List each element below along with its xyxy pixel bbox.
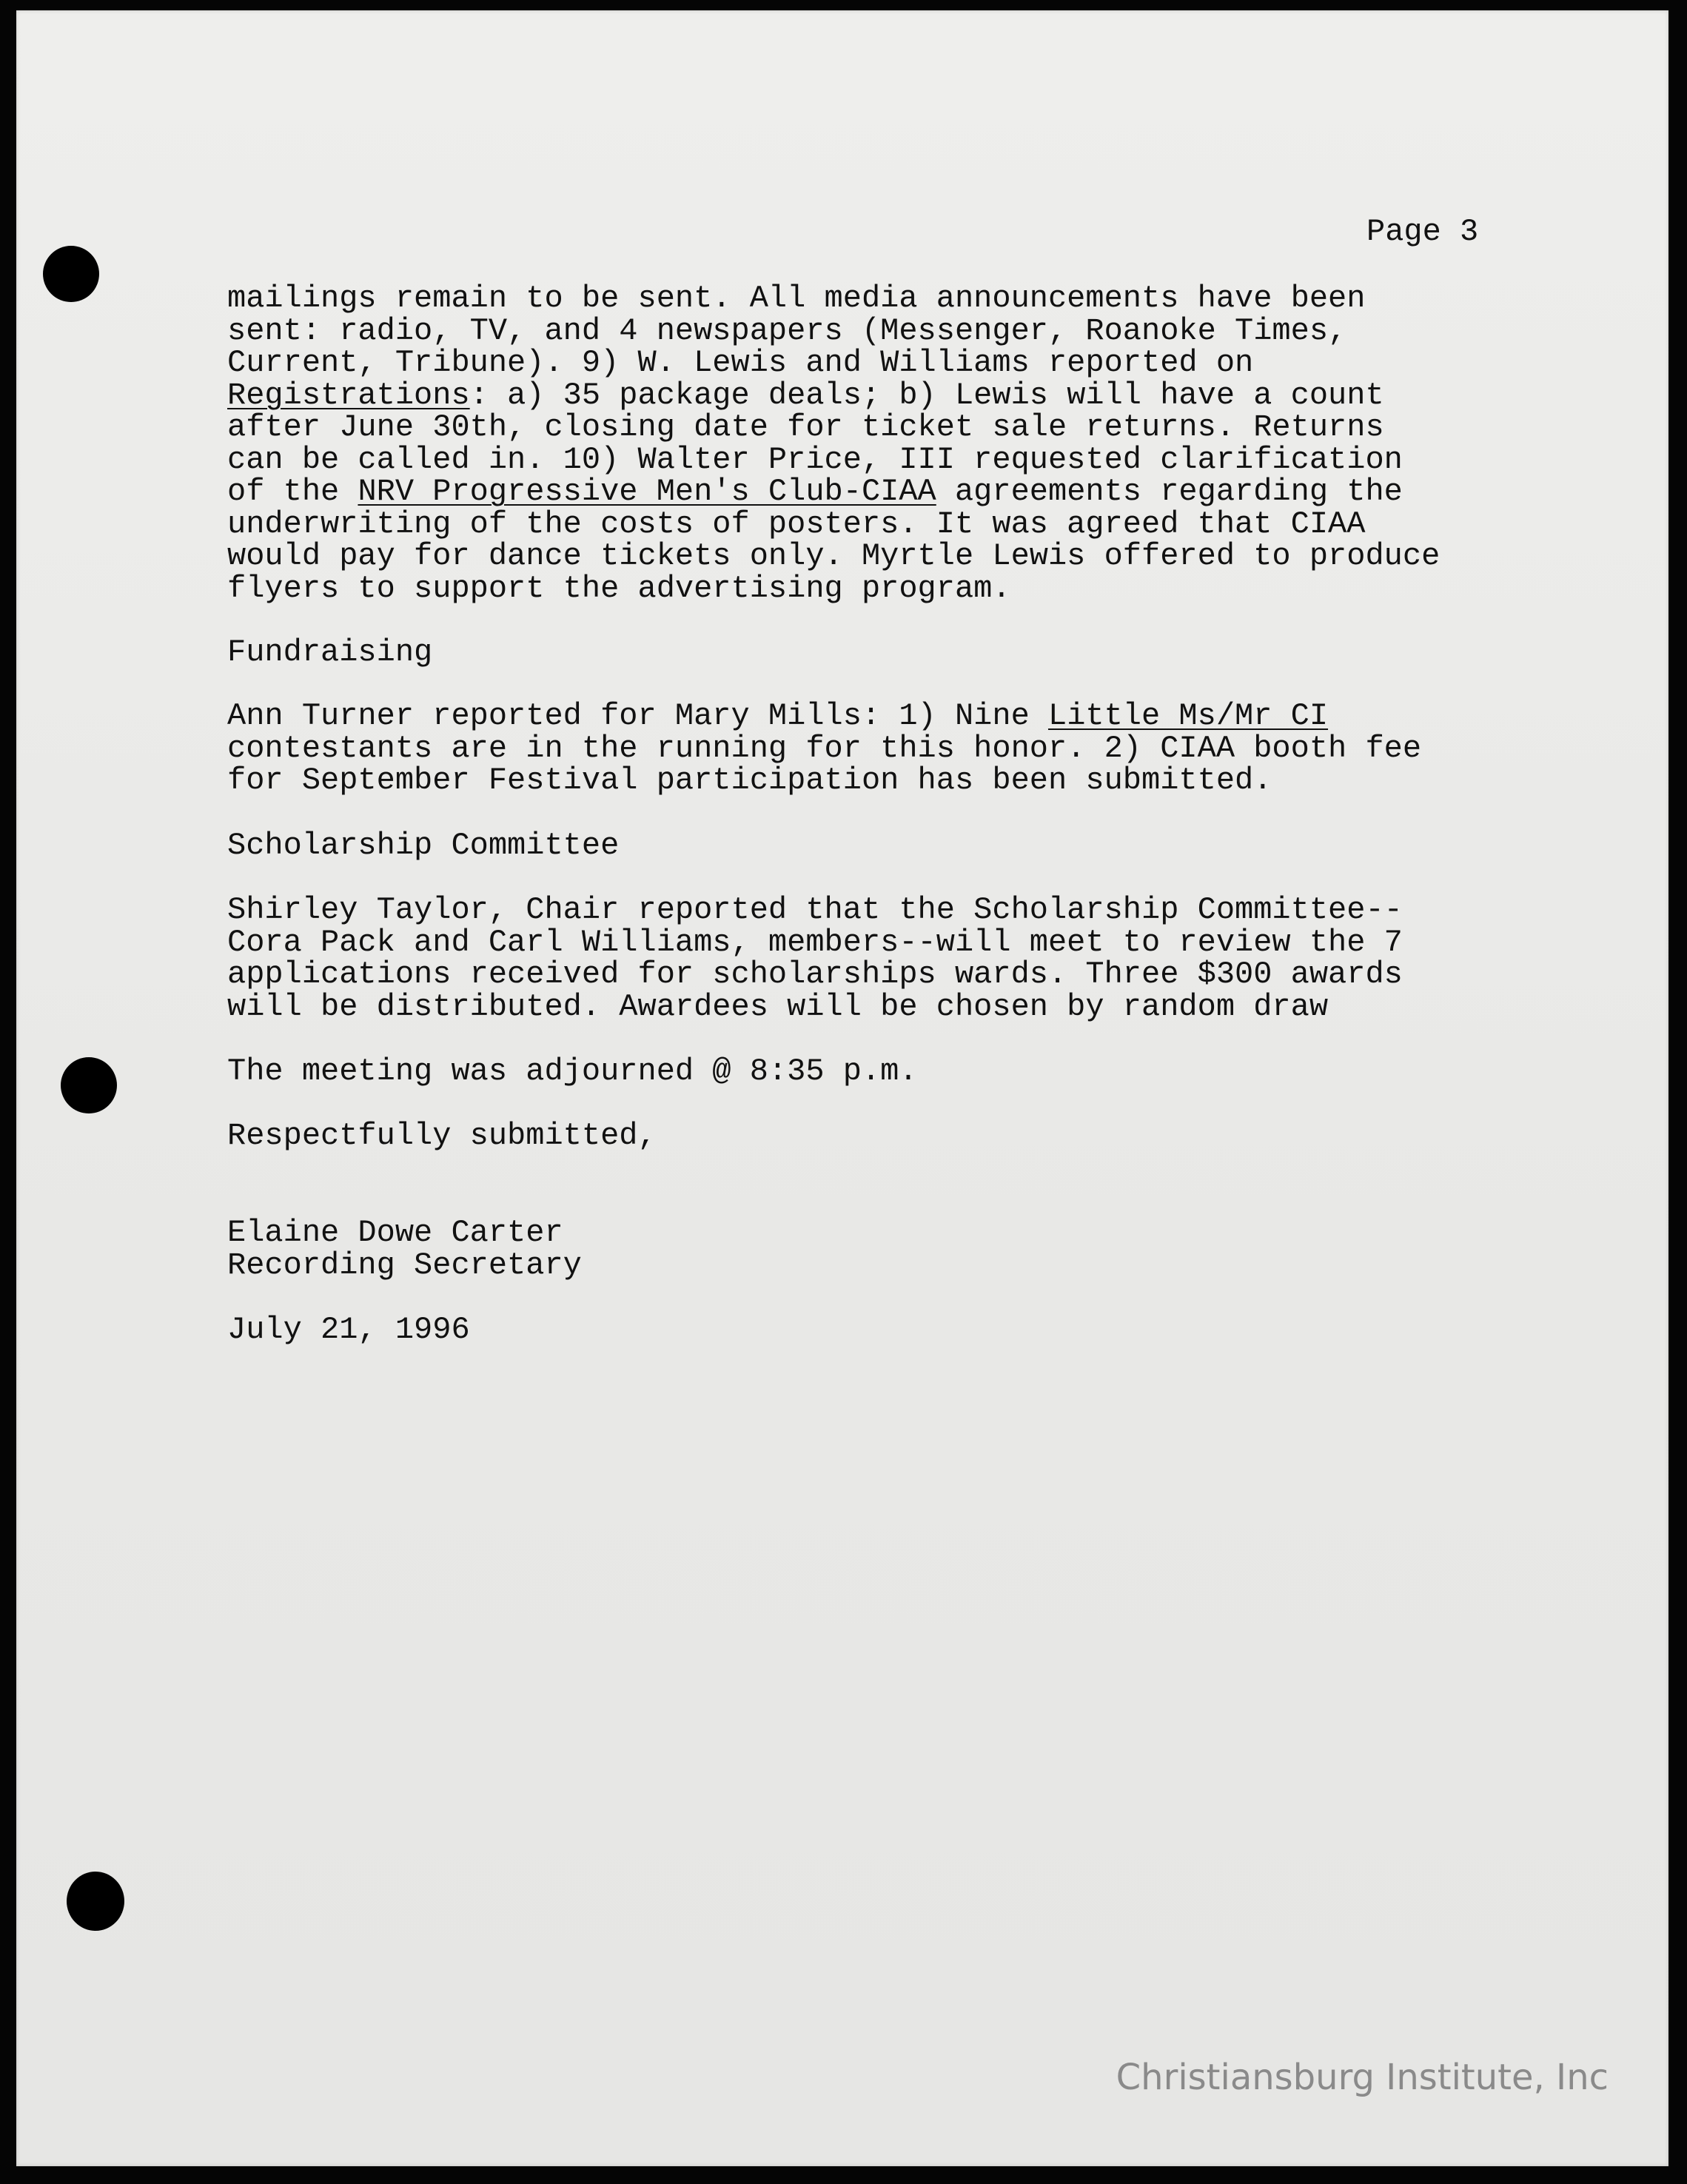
body-line (227, 377, 1384, 413)
body-line: will be distributed. Awardees will be chosen by random draw (227, 988, 1329, 1025)
punch-hole-bottom (67, 1872, 124, 1931)
body-line-text: : a) 35 package deals; b) Lewis will have a count (469, 377, 1384, 413)
body-line: would pay for dance tickets only. Myrtle Lewis offered to produce (227, 538, 1441, 574)
paper-page (16, 10, 1668, 2166)
body-line: Cora Pack and Carl Williams, members--will meet to review the 7 (227, 924, 1403, 960)
adjourned-line: The meeting was adjourned @ 8:35 p.m. (227, 1054, 918, 1089)
signer-title: Recording Secretary (227, 1247, 582, 1283)
body-line-text: agreements regarding the (936, 474, 1403, 509)
body-line (227, 476, 1403, 509)
body-line: Shirley Taylor, Chair reported that the Scholarship Committee-- (227, 892, 1403, 928)
punch-hole-middle (61, 1057, 117, 1113)
body-line: can be called in. 10) Walter Price, III requested clarification (227, 441, 1403, 478)
body-line: contestants are in the running for this honor. 2) CIAA booth fee (227, 730, 1422, 766)
signer-name: Elaine Dowe Carter (227, 1215, 563, 1250)
scholarship-heading: Scholarship Committee (227, 828, 620, 863)
body-line-text: of the (227, 474, 358, 509)
watermark: Christiansburg Institute, Inc (1116, 2057, 1609, 2098)
body-line: underwriting of the costs of posters. It was agreed that CIAA (227, 506, 1366, 542)
body-line (227, 700, 1328, 733)
registrations-underlined: Registrations (227, 377, 470, 413)
closing-line: Respectfully submitted, (227, 1118, 657, 1153)
body-line: after June 30th, closing date for ticket sale returns. Returns (227, 409, 1384, 445)
body-line: sent: radio, TV, and 4 newspapers (Messenger, Roanoke Times, (227, 312, 1347, 349)
body-line: flyers to support the advertising program. (227, 570, 1011, 606)
nrv-club-underlined: NRV Progressive Men's Club-CIAA (358, 474, 936, 509)
body-line: mailings remain to be sent. All media announcements have been (227, 281, 1366, 316)
little-ms-mr-ci-underlined: Little Ms/Mr CI (1047, 698, 1329, 734)
body-line: for September Festival participation has been submitted. (227, 763, 1272, 798)
body-line-text: Ann Turner reported for Mary Mills: 1) Nine (227, 698, 1048, 734)
page-number: Page 3 (1366, 214, 1479, 249)
punch-hole-top (43, 246, 99, 302)
fundraising-heading: Fundraising (227, 634, 433, 670)
body-line: applications received for scholarships wards. Three $300 awards (227, 957, 1403, 992)
document-date: July 21, 1996 (227, 1312, 470, 1347)
body-line: Current, Tribune). 9) W. Lewis and Williams reported on (227, 345, 1254, 381)
